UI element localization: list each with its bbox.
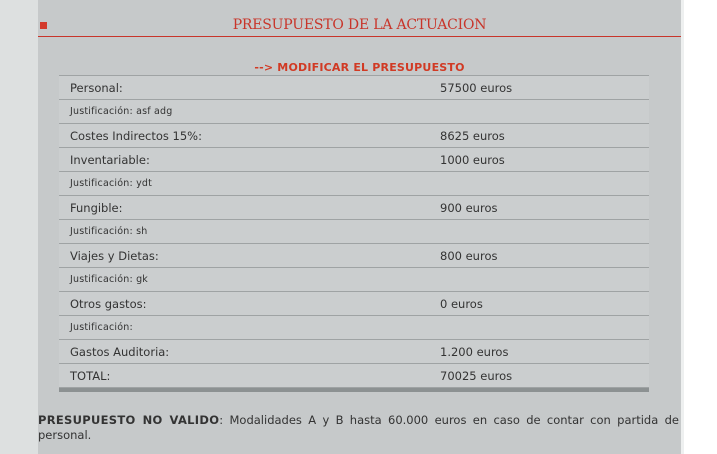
justification-row-personal bbox=[59, 100, 649, 124]
row-label: Inventariable: bbox=[70, 153, 150, 167]
justification-text: Justificación: asf adg bbox=[70, 106, 173, 117]
row-label: Viajes y Dietas: bbox=[70, 249, 159, 263]
row-label: Gastos Auditoria: bbox=[70, 345, 170, 359]
modify-budget-link[interactable]: --> MODIFICAR EL PRESUPUESTO bbox=[254, 61, 465, 74]
budget-row-travel bbox=[59, 244, 649, 268]
row-value: 800 euros bbox=[440, 249, 498, 263]
section-title: PRESUPUESTO DE LA ACTUACION bbox=[232, 17, 487, 33]
budget-warning bbox=[38, 413, 679, 443]
left-margin bbox=[0, 0, 38, 454]
row-value: 70025 euros bbox=[440, 369, 513, 383]
justification-row-travel bbox=[59, 268, 649, 292]
row-value: 1000 euros bbox=[440, 153, 505, 167]
row-label: Fungible: bbox=[70, 201, 123, 215]
row-label: Personal: bbox=[70, 81, 123, 95]
row-value: 0 euros bbox=[440, 297, 483, 311]
budget-row-other-expenses bbox=[59, 292, 649, 316]
warning-title: PRESUPUESTO NO VALIDO bbox=[38, 413, 220, 427]
row-value: 900 euros bbox=[440, 201, 498, 215]
justification-text: Justificación: ydt bbox=[70, 178, 153, 189]
row-label: Costes Indirectos 15%: bbox=[70, 129, 202, 143]
budget-row-fungible bbox=[59, 196, 649, 220]
justification-text: Justificación: bbox=[70, 322, 133, 333]
row-value: 8625 euros bbox=[440, 129, 505, 143]
section-header bbox=[38, 10, 681, 37]
warning-text: : Modalidades A y B hasta 60.000 euros en caso de contar con partida de personal. bbox=[38, 413, 679, 442]
row-label: Otros gastos: bbox=[70, 297, 147, 311]
budget-table bbox=[59, 75, 649, 392]
budget-row-personal bbox=[59, 76, 649, 100]
row-value: 57500 euros bbox=[440, 81, 513, 95]
budget-panel bbox=[38, 0, 681, 454]
justification-text: Justificación: gk bbox=[70, 274, 149, 285]
table-bottom-bar bbox=[59, 388, 649, 392]
budget-row-indirect-costs bbox=[59, 124, 649, 148]
row-value: 1.200 euros bbox=[440, 345, 509, 359]
row-label: TOTAL: bbox=[70, 369, 111, 383]
budget-row-audit bbox=[59, 340, 649, 364]
justification-text: Justificación: sh bbox=[70, 226, 148, 237]
budget-row-total bbox=[59, 364, 649, 388]
budget-row-inventariable bbox=[59, 148, 649, 172]
right-margin bbox=[684, 0, 717, 454]
justification-row-fungible bbox=[59, 220, 649, 244]
justification-row-other-expenses bbox=[59, 316, 649, 340]
justification-row-inventariable bbox=[59, 172, 649, 196]
